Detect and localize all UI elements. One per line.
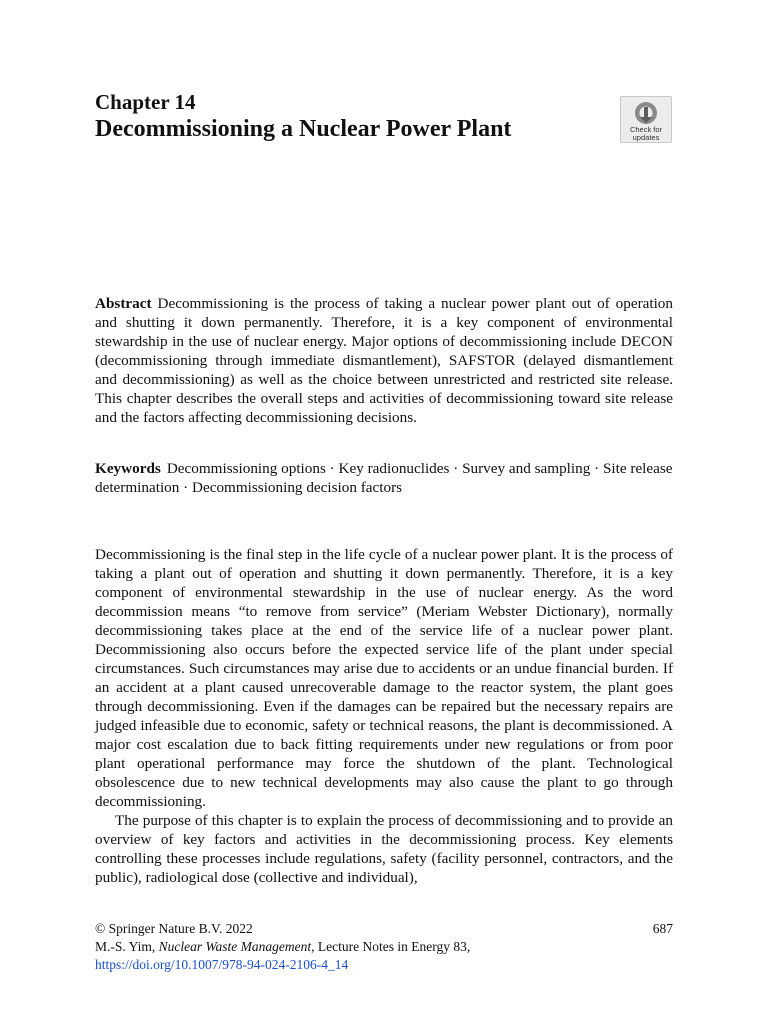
check-for-updates-icon [633,100,659,126]
doi-link[interactable]: https://doi.org/10.1007/978-94-024-2106-4_14 [95,957,349,972]
footer [95,920,673,974]
badge-line-1: Check for [629,125,663,134]
keywords-label: Keywords [95,460,161,477]
check-for-updates-badge[interactable] [620,96,672,143]
abstract [95,294,673,427]
citation [95,938,673,956]
copyright: © Springer Nature B.V. 2022 [95,921,253,936]
citation-author: M.-S. Yim, [95,939,159,954]
citation-book-title: Nuclear Waste Management [158,939,312,954]
body-text [95,545,673,887]
abstract-label: Abstract [95,295,152,312]
chapter-title: Decommissioning a Nuclear Power Plant [95,116,512,142]
abstract-text: Decommissioning is the process of taking a nuclear power plant out of operation and shutting it down permanently. Therefore, it is a key component of environmental stewardship in the use of nuclear energy. Major options of decommissioning include DECON (decommissioning through immediate dismantlement), SAFSTOR (delayed dismantlement and decommissioning) as well as the choice between unrestricted and restricted site release. This chapter describes the overall steps and activities of decommissioning toward site release and the factors affecting decommissioning decisions. [95,295,673,426]
body-paragraph-1: Decommissioning is the final step in the life cycle of a nuclear power plant. It is the process of taking a plant out of operation and shutting it down permanently. Therefore, it is a key component of environmental stewardship in the use of nuclear energy. As the word decommission means “to remove from service” (Meriam Webster Dictionary), normally decommissioning takes place at the end of the service life of a nuclear power plant. Decommissioning also occurs before the expected service life of the plant under special circumstances. Such circumstances may arise due to accidents or an undue financial burden. If an accident at a plant caused unrecoverable damage to the reactor system, the plant goes through decommissioning. Even if the damages can be repaired but the necessary repairs are judged infeasible due to economic, safety or technical reasons, the plant is decommissioned. A major cost escalation due to back fitting requirements under new regulations or from poor plant operational performance may force the shutdown of the plant. Technological obsolescence due to new technical developments may also cause the plant to go through decommissioning. [95,546,673,810]
citation-series: , Lecture Notes in Energy 83, [311,939,471,954]
keywords [95,459,673,497]
body-paragraph-2: The purpose of this chapter is to explain the process of decommissioning and to provide an overview of key factors and activities in the decommissioning process. Key elements controlling these processes include regulations, safety (facility personnel, contractors, and the public), radiological dose (collective and individual), [95,812,673,886]
chapter-label: Chapter 14 [95,90,196,114]
keywords-text: Decommissioning options · Key radionuclides · Survey and sampling · Site release determination · Decommissioning decision factors [95,460,673,496]
page-number: 687 [652,921,673,936]
badge-line-2: updates [632,133,660,142]
